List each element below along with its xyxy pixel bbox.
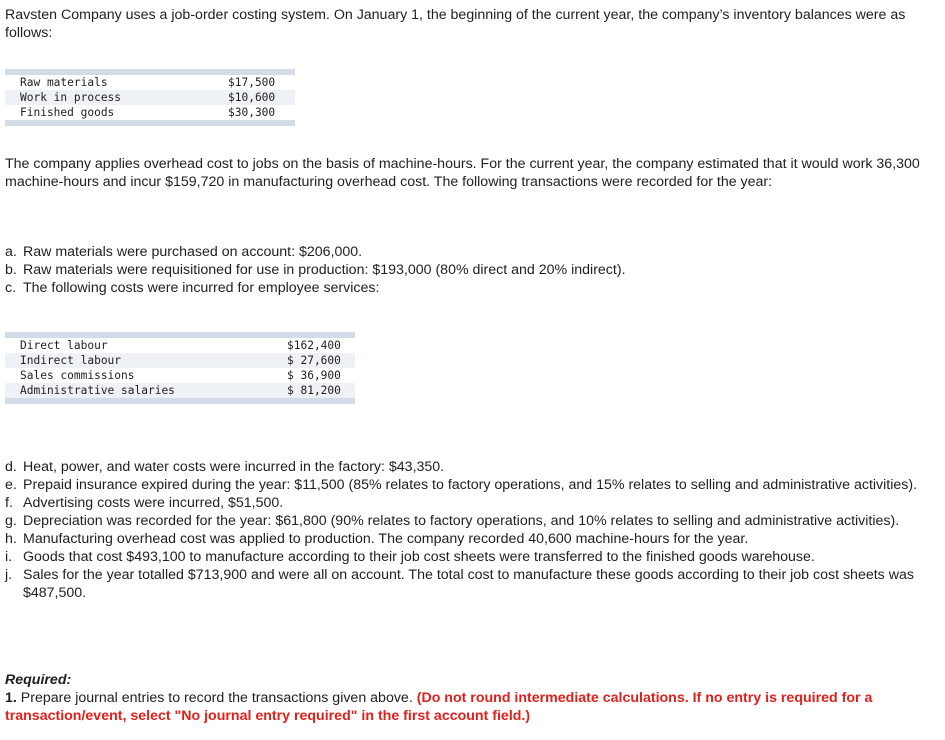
table-row (5, 105, 295, 120)
required-section (5, 671, 937, 725)
required-number: 1. (5, 690, 17, 706)
row-label: Raw materials (20, 76, 108, 89)
required-instruction: Prepare journal entries to record the transactions given above. (20, 690, 413, 706)
intro-paragraph: Ravsten Company uses a job-order costing system. On January 1, the beginning of the current year, the company’s inventory balances were as follows: (5, 7, 906, 41)
item-marker: d. (5, 459, 17, 475)
item-marker: a. (5, 244, 17, 260)
required-note: (Do not round intermediate calculations. If no entry is required for a transaction/event, select "No journal entry required" in the first account field.) (5, 690, 873, 724)
item-marker: j. (5, 567, 13, 583)
item-text: Sales for the year totalled $713,900 and were all on account. The total cost to manufacture these goods according to their job cost sheets was $487,500. (23, 567, 914, 601)
item-text: Prepaid insurance expired during the year: $11,500 (85% relates to factory operations, and 15% relates to selling and administrative activities). (23, 477, 918, 493)
table-row (5, 353, 355, 368)
item-text: Advertising costs were incurred, $51,500. (23, 495, 284, 511)
item-text: Manufacturing overhead cost was applied to production. The company recorded 40,600 machine-hours for the year. (23, 531, 749, 547)
item-text: Raw materials were requisitioned for use in production: $193,000 (80% direct and 20% indirect). (23, 262, 626, 278)
required-label: Required: (5, 672, 72, 688)
item-text: Depreciation was recorded for the year: $61,800 (90% relates to factory operations, and 10% relates to selling and administrative activities). (23, 513, 900, 529)
row-value: $ 36,900 (287, 369, 341, 382)
item-text: Heat, power, and water costs were incurred in the factory: $43,350. (23, 459, 445, 475)
transaction-item (5, 458, 937, 476)
item-text: The following costs were incurred for employee services: (23, 280, 380, 296)
table-row (5, 90, 295, 105)
row-label: Direct labour (20, 339, 108, 352)
table-row (5, 75, 295, 90)
item-text: Goods that cost $493,100 to manufacture according to their job cost sheets were transferred to the finished goods warehouse. (23, 549, 815, 565)
overhead-paragraph: The company applies overhead cost to jobs on the basis of machine-hours. For the current year, the company estimated that it would work 36,300 machine-hours and incur $159,720 in manufacturing overhead cost. The following transactions were recorded for the year: (5, 156, 920, 190)
employee-services-table (5, 332, 355, 404)
row-label: Work in process (20, 91, 122, 104)
transaction-item (5, 261, 937, 279)
item-text: Raw materials were purchased on account: $206,000. (23, 244, 363, 260)
row-label: Sales commissions (20, 369, 135, 382)
transactions-list-d-j (5, 458, 937, 602)
transaction-item (5, 279, 937, 297)
row-value: $30,300 (228, 106, 276, 119)
item-marker: e. (5, 477, 17, 493)
transaction-item (5, 566, 937, 602)
transaction-item (5, 530, 937, 548)
row-value: $10,600 (228, 91, 276, 104)
inventory-balances-table (5, 69, 295, 126)
item-marker: c. (5, 280, 17, 296)
table-row (5, 383, 355, 398)
row-label: Indirect labour (20, 354, 122, 367)
item-marker: h. (5, 531, 17, 547)
transactions-list-a-c (5, 243, 937, 297)
item-marker: i. (5, 549, 13, 565)
transaction-item (5, 512, 937, 530)
item-marker: b. (5, 262, 17, 278)
row-value: $ 81,200 (287, 384, 341, 397)
row-value: $ 27,600 (287, 354, 341, 367)
row-label: Finished goods (20, 106, 115, 119)
table-row (5, 368, 355, 383)
table-row (5, 338, 355, 353)
transaction-item (5, 494, 937, 512)
row-label: Administrative salaries (20, 384, 175, 397)
item-marker: g. (5, 513, 17, 529)
transaction-item (5, 548, 937, 566)
transaction-item (5, 476, 937, 494)
row-value: $17,500 (228, 76, 276, 89)
item-marker: f. (5, 495, 13, 511)
row-value: $162,400 (287, 339, 341, 352)
transaction-item (5, 243, 937, 261)
